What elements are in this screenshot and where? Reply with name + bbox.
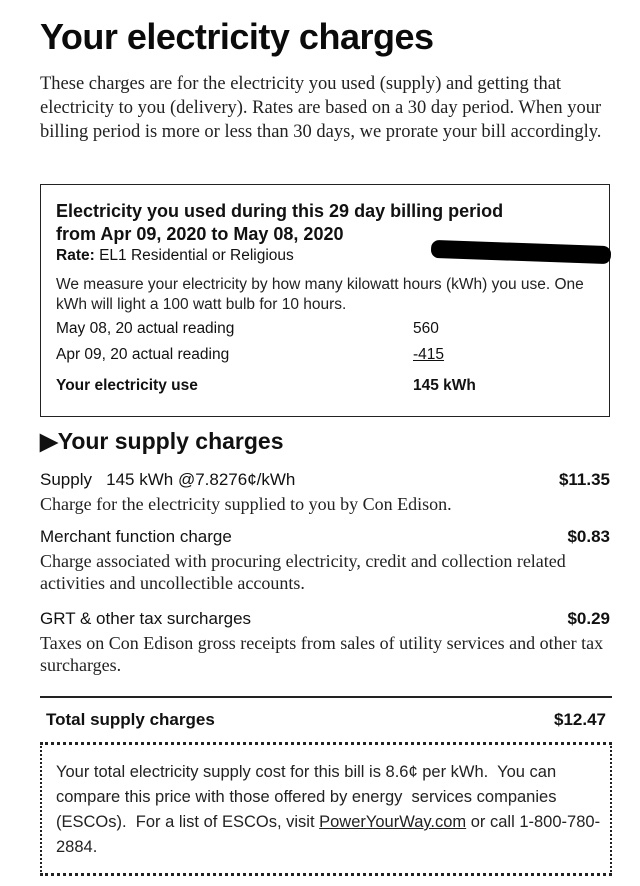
poweryourway-link[interactable]: PowerYourWay.com bbox=[319, 813, 467, 831]
charge-row-merchant bbox=[40, 527, 610, 547]
electricity-use-value: 145 kWh bbox=[413, 377, 476, 394]
esco-info-box bbox=[40, 742, 612, 876]
page-title: Your electricity charges bbox=[40, 16, 434, 57]
divider bbox=[40, 696, 612, 698]
rate-value: EL1 Residential or Religious bbox=[99, 247, 294, 264]
reading-row bbox=[56, 320, 439, 338]
esco-text-before: Your total electricity supply cost for this bill is 8.6¢ per kWh. You can compare this price with those offered by energy services companies (ESCOs). For a list of ESCOs, visit bbox=[56, 763, 562, 831]
supply-section-title: ▶Your supply charges bbox=[40, 428, 284, 454]
charge-amount: $0.83 bbox=[567, 527, 610, 546]
charge-row-supply bbox=[40, 470, 610, 490]
measure-explanation: We measure your electricity by how many kilowatt hours (kWh) you use. One kWh will light a 100 watt bulb for 10 hours. bbox=[56, 276, 584, 313]
electricity-use-row bbox=[56, 377, 476, 395]
usage-box bbox=[40, 184, 610, 417]
reading-value: -415 bbox=[413, 346, 445, 363]
charge-label: Supply 145 kWh @7.8276¢/kWh bbox=[40, 470, 296, 489]
usage-heading-line2: from Apr 09, 2020 to May 08, 2020 bbox=[56, 224, 344, 244]
charge-amount: $11.35 bbox=[558, 470, 610, 489]
total-supply-row bbox=[46, 710, 606, 730]
charge-label: Merchant function charge bbox=[40, 527, 232, 546]
reading-row bbox=[56, 346, 445, 364]
usage-heading-line1: Electricity you used during this 29 day billing period bbox=[56, 201, 504, 221]
esco-text-after: or call 1-800-780-2884. bbox=[56, 813, 601, 856]
reading-label: Apr 09, 20 actual reading bbox=[56, 346, 230, 363]
charge-description: Charge for the electricity supplied to you by Con Edison. bbox=[40, 494, 452, 514]
esco-text bbox=[56, 760, 601, 860]
intro-paragraph: These charges are for the electricity you used (supply) and getting that electricity to you (delivery). Rates are based on a 30 day period. When your billing period is more or less than 30 days, we prorate your bill accordingly. bbox=[40, 74, 602, 142]
usage-heading bbox=[56, 200, 596, 246]
total-supply-label: Total supply charges bbox=[46, 710, 215, 729]
charge-description: Taxes on Con Edison gross receipts from sales of utility services and other tax surcharges. bbox=[40, 633, 604, 675]
reading-value: 560 bbox=[413, 320, 439, 337]
total-supply-amount: $12.47 bbox=[554, 710, 606, 729]
electricity-use-label: Your electricity use bbox=[56, 377, 198, 394]
charge-amount: $0.29 bbox=[567, 609, 610, 628]
rate-line bbox=[56, 247, 294, 265]
reading-label: May 08, 20 actual reading bbox=[56, 320, 235, 337]
charge-description: Charge associated with procuring electricity, credit and collection related activities and uncollectible accounts. bbox=[40, 551, 566, 593]
rate-label: Rate: bbox=[56, 247, 95, 264]
charge-row-grt bbox=[40, 609, 610, 629]
charge-label: GRT & other tax surcharges bbox=[40, 609, 252, 628]
